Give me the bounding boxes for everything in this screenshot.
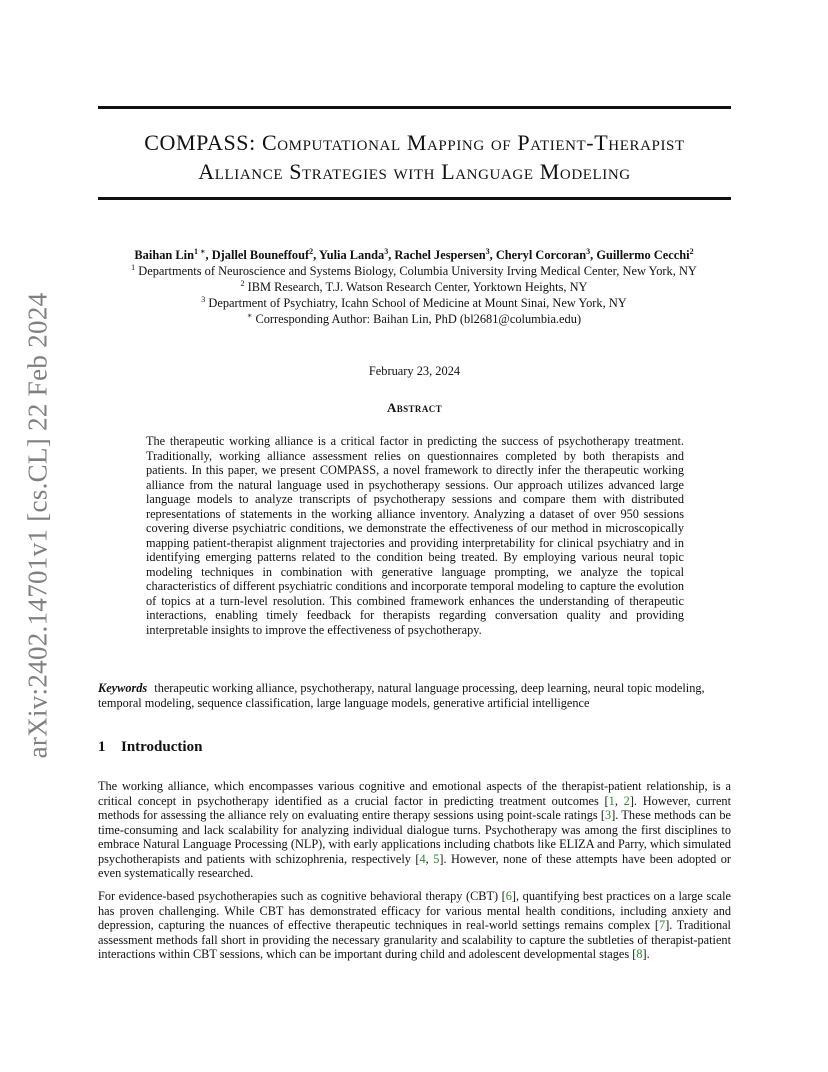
- affiliation-line: [90, 263, 738, 279]
- paper-title-line-1: [144, 130, 685, 155]
- author-affiliation-mark: 2: [309, 247, 314, 256]
- author-separator: ,: [388, 248, 395, 262]
- intro-paragraph-2: [98, 889, 731, 962]
- affiliation-line: [90, 279, 738, 295]
- intro-paragraph-1: [98, 779, 731, 881]
- affiliation-mark: 1: [131, 263, 136, 272]
- paragraph-text: For evidence-based psychotherapies such as cognitive behavioral therapy (CBT) [: [98, 889, 506, 903]
- title-segment: atient: [530, 130, 587, 155]
- title-bottom-rule: [98, 197, 731, 200]
- author-name: Yulia Landa: [318, 248, 385, 262]
- affiliation-mark: 2: [240, 279, 245, 288]
- affiliation-list: [90, 263, 738, 327]
- arxiv-identifier-text: arXiv:2402.14701v1 [cs.CL] 22 Feb 2024: [22, 292, 53, 758]
- paragraph-text: ]. However, current methods for assessing the alliance rely on evaluating entire therapy sessions using point-scale ratings [: [98, 793, 731, 822]
- citation-link[interactable]: 5: [433, 851, 440, 866]
- section-title: Introduction: [121, 739, 203, 755]
- title-top-rule: [98, 106, 731, 109]
- title-segment: COMPASS: C: [144, 130, 278, 155]
- paragraph-text: ], quantifying best practices on a large scale has proven challenging. While CBT has demonstrated efficacy for various mental health conditions, including anxiety and depression, capturing the nuances of effective therapeutic techniques in real-world settings remains complex [: [98, 889, 731, 932]
- paper-title-line-2: [198, 159, 631, 184]
- author-name: Djallel Bouneffouf: [211, 248, 310, 262]
- affiliation-text: Department of Psychiatry, Icahn School of Medicine at Mount Sinai, New York, NY: [205, 296, 627, 310]
- paragraph-text: ,: [614, 793, 624, 808]
- title-segment: herapist: [608, 130, 685, 155]
- citation-link[interactable]: 8: [636, 947, 643, 961]
- citation-link[interactable]: 4: [419, 851, 426, 866]
- title-segment: odeling: [559, 159, 631, 184]
- author-name: Guillermo Cecchi: [596, 248, 690, 262]
- paragraph-text: The working alliance, which encompasses various cognitive and emotional aspects of the therapist-patient relationship, is a critical concept in psychotherapy identified as a crucial factor in predicting treatment outcomes [: [98, 779, 731, 808]
- abstract-text: The therapeutic working alliance is a critical factor in predicting the success of psychotherapy treatment. Traditionally, working alliance assessment relies on questionnaires completed by both therapists and patients. In this paper, we present COMPASS, a novel framework to directly infer the therapeutic working alliance from the natural language used in psychotherapy sessions. Our approach utilizes advanced large language models to analyze transcripts of psychotherapy sessions and compare them with distributed representations of statements in the working alliance inventory. Analyzing a dataset of over 950 sessions covering diverse psychiatric conditions, we demonstrate the effectiveness of our method in microscopically mapping patient-therapist alignment trajectories and providing interpretability for clinical psychiatry and in identifying emerging patterns related to the condition being treated. By employing various neural topic modeling techniques in combination with generative language prompting, we analyze the topical characteristics of different psychiatric conditions and incorporate temporal modeling to capture the evolution of topics at a turn-level resolution. This combined framework enhances the understanding of therapeutic interactions, enabling timely feedback for therapists regarding conversation quality and providing interpretable insights to improve the effectiveness of psychotherapy.: [146, 434, 684, 637]
- section-heading-introduction: [98, 739, 202, 756]
- keywords-label: Keywords: [98, 681, 148, 695]
- keywords-paragraph: [98, 681, 731, 710]
- paragraph-text: ,: [425, 851, 434, 866]
- title-segment: M: [406, 130, 427, 155]
- author-separator: ,: [205, 248, 212, 262]
- author-block: [90, 247, 738, 327]
- author-affiliation-mark: 2: [689, 247, 694, 256]
- title-segment: anguage: [455, 159, 540, 184]
- author-affiliation-mark: 1 ∗: [194, 247, 206, 256]
- paper-title: [98, 128, 731, 186]
- paragraph-text: ]. However, none of these attempts have been adopted or even systematically researched.: [98, 851, 732, 880]
- affiliation-line: [90, 295, 738, 311]
- citation-link[interactable]: 7: [659, 918, 666, 932]
- author-affiliation-mark: 3: [384, 247, 389, 256]
- affiliation-text: Departments of Neuroscience and Systems Biology, Columbia University Irving Medical Center, New York, NY: [135, 264, 697, 278]
- paragraph-text: ]. These methods can be time-consuming and lack scalability for analyzing individual dialogue turns. Psychotherapy was among the first disciplines to embrace Natural Language Processing (NLP), with early applications including chatbots like ELIZA and Parry, which simulated psychotherapists and patients with schizophrenia, respectively [: [98, 808, 731, 866]
- author-name: Baihan Lin: [134, 248, 194, 262]
- title-segment: L: [441, 159, 456, 184]
- author-name: Cheryl Corcoran: [495, 248, 587, 262]
- title-segment: apping of: [427, 130, 518, 155]
- keywords-text: therapeutic working alliance, psychotherapy, natural language processing, deep learning, neural topic modeling, temporal modeling, sequence classification, large language models, generative artificial intelligence: [98, 681, 705, 710]
- author-affiliation-mark: 3: [586, 247, 591, 256]
- author-affiliation-mark: 3: [485, 247, 490, 256]
- title-segment: M: [539, 159, 560, 184]
- title-segment: lliance: [214, 159, 290, 184]
- title-segment: A: [198, 159, 215, 184]
- affiliation-text: Corresponding Author: Baihan Lin, PhD (bl2681@columbia.edu): [252, 312, 582, 326]
- citation-link[interactable]: 1: [608, 793, 615, 808]
- author-separator: ,: [590, 248, 597, 262]
- affiliation-mark: ∗: [246, 311, 253, 320]
- section-number: 1: [98, 739, 106, 755]
- affiliation-line: [90, 311, 738, 327]
- arxiv-identifier-sidebar: [18, 290, 58, 760]
- paragraph-text: ]. Traditional assessment methods fall short in providing the necessary granularity and scalability to capture the subtleties of therapist-patient interactions within CBT sessions, which can be important during child and adolescent developmental stages [: [98, 918, 731, 961]
- author-list: [90, 247, 738, 263]
- citation-link[interactable]: 6: [505, 889, 512, 903]
- citation-link[interactable]: 2: [623, 793, 630, 808]
- paragraph-text: ].: [642, 947, 650, 961]
- author-separator: ,: [313, 248, 319, 262]
- citation-link[interactable]: 3: [605, 808, 612, 822]
- title-segment: -T: [586, 130, 609, 155]
- title-segment: S: [289, 159, 303, 184]
- affiliation-text: IBM Research, T.J. Watson Research Center, Yorktown Heights, NY: [244, 280, 588, 294]
- title-segment: trategies with: [302, 159, 442, 184]
- affiliation-mark: 3: [201, 295, 206, 304]
- title-segment: omputational: [277, 130, 407, 155]
- publication-date: February 23, 2024: [368, 364, 461, 378]
- abstract-heading: Abstract: [386, 400, 443, 415]
- author-separator: ,: [489, 248, 496, 262]
- title-segment: P: [517, 130, 531, 155]
- author-name: Rachel Jespersen: [394, 248, 486, 262]
